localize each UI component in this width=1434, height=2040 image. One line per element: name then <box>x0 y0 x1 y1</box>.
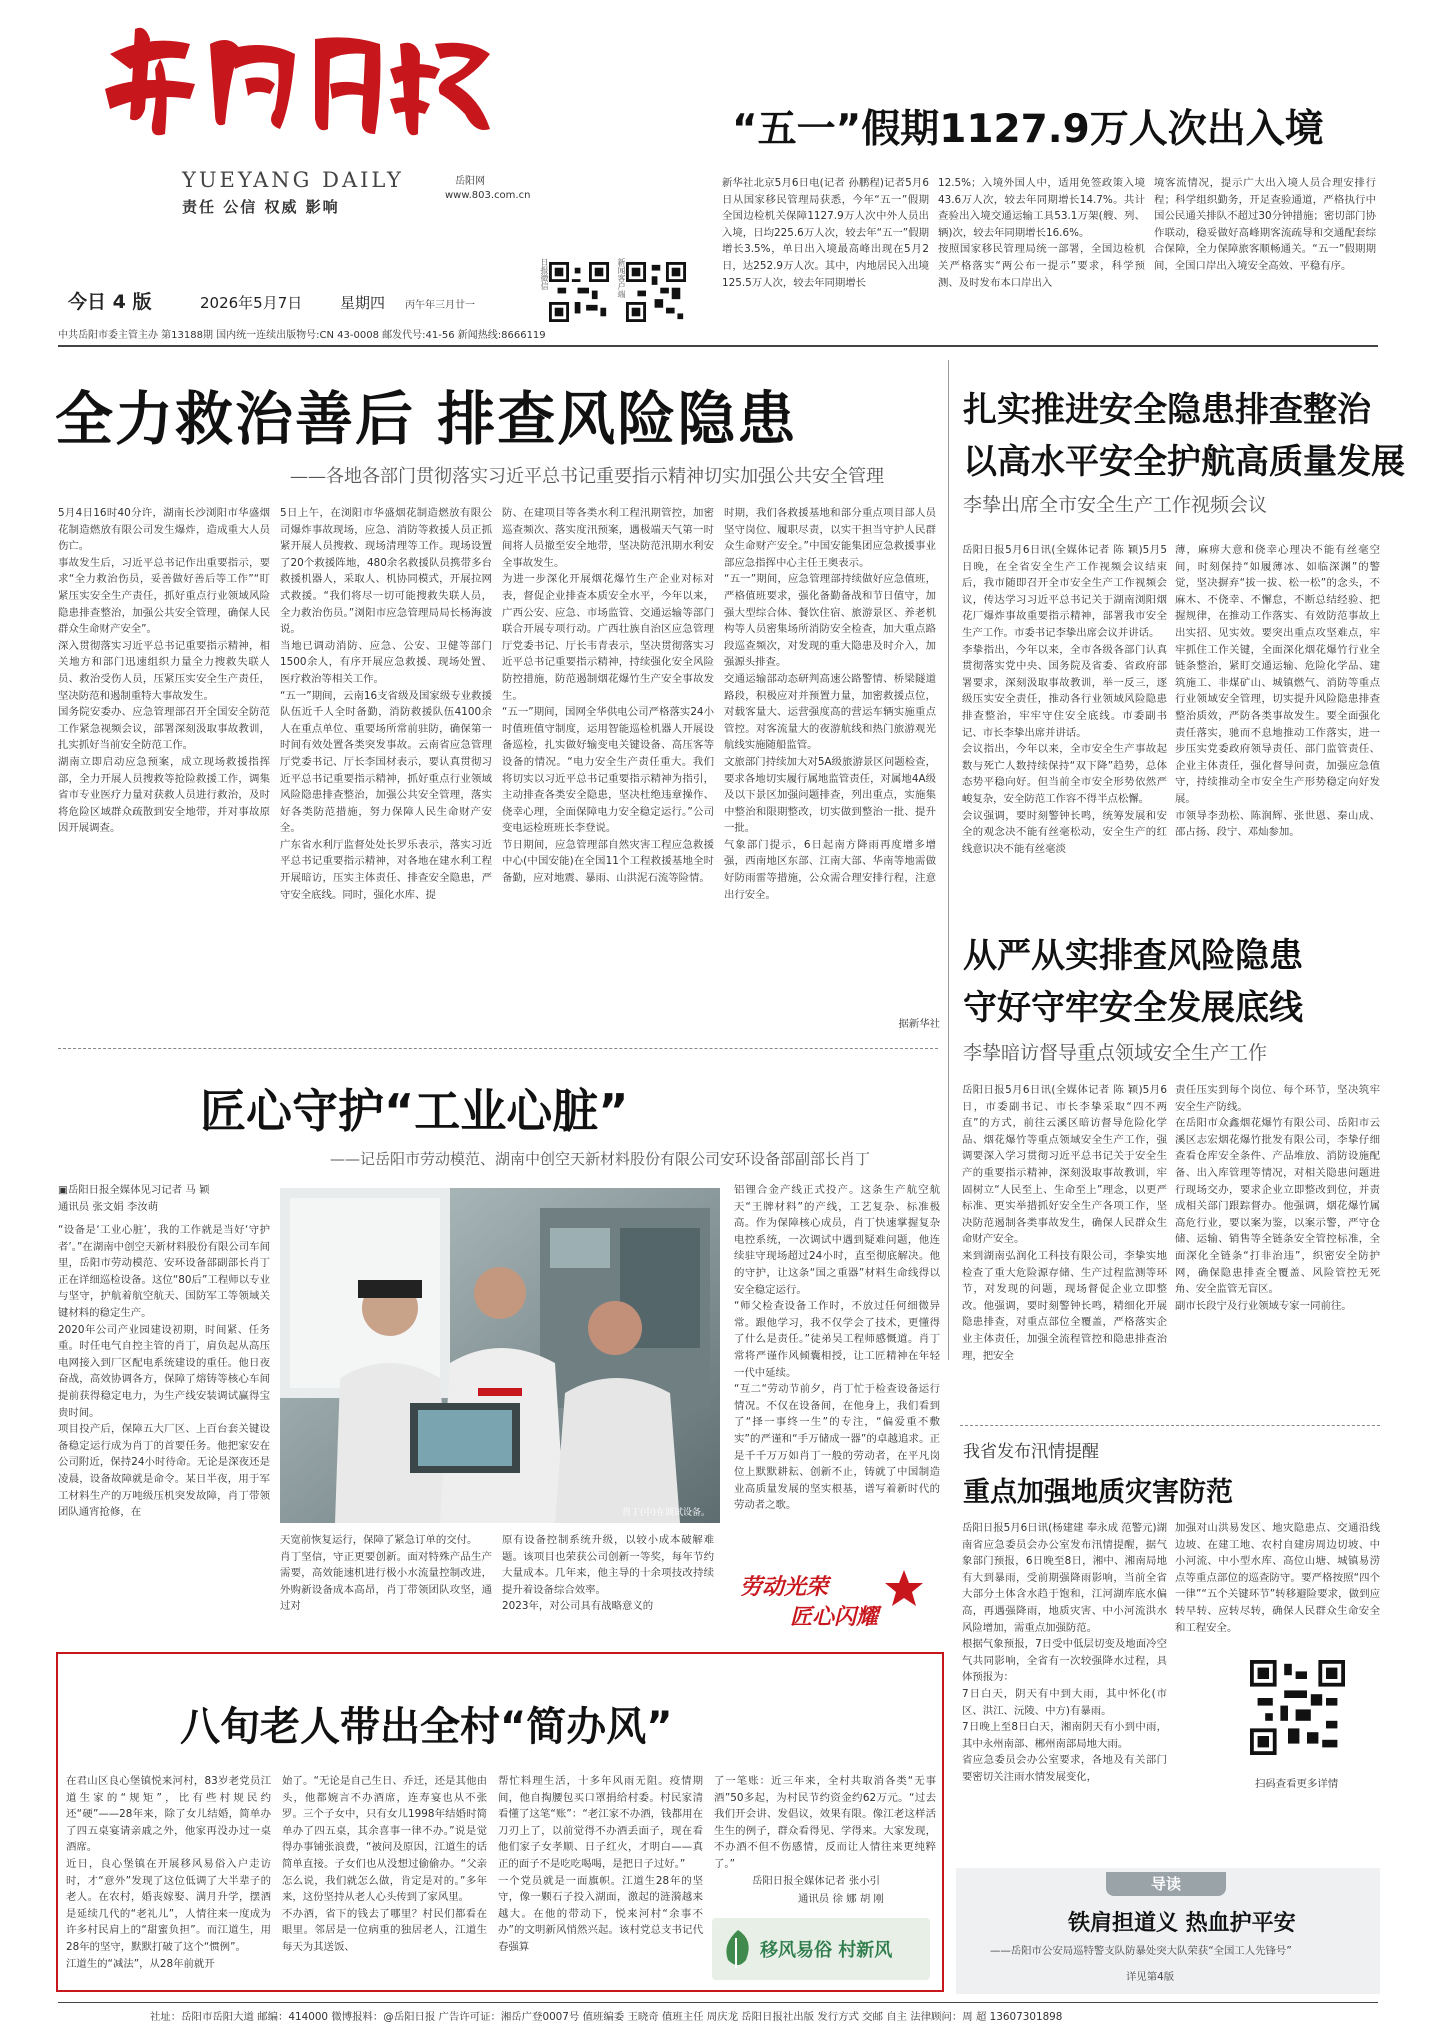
feature-col1: “设备是‘工业心脏’，我的工作就是当好‘守护者’。”在湖南中创空天新材料股份有限公司车间里，岳阳市劳动模范、安环设备部副部长肖丁正在详细巡检设备。这位“80后”工程师以专业与坚守，护航着航空航天、国防军工等领域关键材料的稳定生产。 2020年公司产业园建设初期，时间紧、任务重。时任电气自控主管的肖丁，肩负起从高压电网接入到厂区配电系统建设的重任。他日夜奋战，高效协调各方，保障了熔铸等核心车间提前获得稳定电力，为生产线安装调试赢得宝贵时间。 项目投产后，保障五大厂区、上百台套关键设备稳定运行成为肖丁的首要任务。他把家安在公司附近，保持24小时待命。无论是深夜还是凌晨，设备故障就是命令。某日半夜，用于军工材料生产的万吨级压机突发故障，肖丁带领团队通宵抢修，在 <box>58 1224 270 1519</box>
qr-caption: 扫码查看更多详情 <box>1255 1778 1339 1790</box>
lead-col3: 防、在建项目等各类水利工程汛期管控，加密巡查频次、落实度汛预案，遇极端天气第一时间将人员撤至安全地带，坚决防范汛期水利安全事故发生。 为进一步深化开展烟花爆竹生产企业对标对表，督促企业排查本质安全水平，今年以来，广西公安、应急、市场监管、交通运输等部门联合开展专项行动。广西壮族自治区应急管理厅党委书记、厅长韦青表示，坚决贯彻落实习近平总书记重要指示精神，持续强化安全风险防控措施，防范遏制烟花爆竹生产安全事故发生。 “五一”期间，国网全华供电公司严格落实24小时值班值守制度，运用智能巡检机器人开展设备巡检，扎实做好输变电关键设备、高压客等设备的情况。“电力安全生产责任重大。我们将切实以习近平总书记重要指示精神为指引，主动排查各类安全隐患，坚决杜绝违章操作、侥幸心理，全面保障电力安全稳定运行。”公司变电运检班班长李登说。 节日期间，应急管理部自然灾害工程应急救援中心(中国安能)在全国11个工程救援基地全时备勤，应对地震、暴雨、山洪泥石流等险情。 <box>502 507 714 885</box>
stamp-line2: 匠心闪耀 <box>790 1604 879 1630</box>
section-divider <box>960 1425 1380 1426</box>
feature-col-low1: 天宽前恢复运行，保障了紧急订单的交付。 肖丁坚信，守正更要创新。面对特殊产品生产需要，高效能速机进行极小水流量控制改进，外购新设备成本高昂，肖丁带领团队攻坚，通过对 <box>280 1534 492 1613</box>
masthead-pinyin: YUEYANG DAILY <box>182 168 404 192</box>
lead-credit: 据新华社 <box>898 1018 940 1030</box>
masthead-logo <box>90 14 500 154</box>
top-story-headline: “五一”假期1127.9万人次出入境 <box>732 107 1324 152</box>
top-story-col2: 12.5%；入境外国人中，适用免签政策入境43.6万人次，较去年同期增长14.7%。共计查验出入境交通运输工具53.1万架(艘、列、辆)次，较去年同期增长16.6%。 按照国家移民管理局统一部署，全国边检机关严格落实“两公布一提示”要求，科学预测、及时发布本口岸出入 <box>938 177 1145 289</box>
workers-photo-image <box>280 1188 720 1523</box>
issue-date: 2026年5月7日 <box>200 294 303 312</box>
right3-col1: 岳阳日报5月6日讯(杨建建 奉永成 范警元)湖南省应急委员会办公室发布汛情提醒，据气象部门预报，6日晚至8日，湘中、湘南局地有大到暴雨，受前期强降雨影响，当前全省大部分土体含水趋于饱和，江河湖库底水偏高，再遇强降雨，地质灾害、中小河流洪水风险增加，需重点加强防范。 根据气象预报，7日受中低层切变及地面冷空气共同影响，全省有一次较强降水过程，具体预报为： 7日白天，阴天有中到大雨，其中怀化(市区、洪江、沅陵、中方)有暴雨。 7日晚上至8日白天，湘南阴天有小到中雨，其中永州南部、郴州南部局地大雨。 省应急委员会办公室要求，各地及有关部门要密切关注雨水情发展变化， <box>962 1522 1167 1783</box>
issue-weekday: 星期四 <box>340 294 386 312</box>
photo-caption: 肖丁(中)在调试设备。 <box>621 1508 710 1518</box>
bottom-story-headline: 八旬老人带出全村“简办风” <box>180 1704 673 1750</box>
right2-headline-line2: 守好守牢安全发展底线 <box>963 988 1303 1028</box>
masthead-info-line: 中共岳阳市委主管主办 第13188期 国内统一连续出版物号:CN 43-0008 邮发代号:41-56 新闻热线:8666119 <box>58 330 546 341</box>
lead-col1: 5月4日16时40分许，湖南长沙浏阳市华盛烟花制造燃放有限公司发生爆炸，造成重大人员伤亡。 事故发生后，习近平总书记作出重要指示，要求“全力救治伤员，妥善做好善后等工作”“盯紧压实安全生产责任，抓好重点行业领域风险隐患排查整治，加强公共安全管理，确保人民群众生命财产安全”。 深入贯彻落实习近平总书记重要指示精神，相关地方和部门迅速组织力量全力搜救失联人员、救治受伤人员，压紧压实安全生产责任，坚决防范和遏制重特大事故发生。 国务院安委办、应急管理部召开全国安全防范工作紧急视频会议，部署深刻汲取事故教训，扎实抓好当前安全防范工作。 湖南立即启动应急预案，成立现场救援指挥部，全力开展人员搜救等抢险救援工作，调集省市专业医疗力量对获救人员进行救治，及时将危险区域群众疏散到安全地带，并对事故原因开展调查。 <box>58 507 270 835</box>
feature-headline: 匠心守护“工业心脏” <box>200 1084 629 1138</box>
right1-headline-line1: 扎实推进安全隐患排查整治 <box>963 390 1371 430</box>
daodu-page-ref[interactable]: 详见第4版 <box>1126 1971 1175 1983</box>
leaf-icon <box>718 1926 758 1972</box>
right2-subhead: 李挚暗访督导重点领域安全生产工作 <box>963 1042 1268 1064</box>
right2-headline-line1: 从严从实排查风险隐患 <box>963 936 1303 976</box>
star-icon <box>884 1568 924 1608</box>
feature-byline: ▣岳阳日报全媒体见习记者 马 颖 通讯员 张文娟 李汝萌 <box>58 1184 210 1213</box>
bottom-credit-line2: 通讯员 徐 娜 胡 刚 <box>798 1893 884 1905</box>
right1-col2: 薄，麻痹大意和侥幸心理决不能有丝毫空间，时刻保持“如履薄冰、如临深渊”的警觉，坚决摒弃“拔一拔、松一松”的念头，不麻木、不侥幸、不懈怠，不断总结经验、把握规律，在推动工作落实、有效防范事故上出实招、见实效。要突出重点攻坚难点，牢牢抓住工作关键，全面深化烟花爆竹行业全链条整治，紧盯交通运输、危险化学品、建筑施工、非煤矿山、城镇燃气、消防等重点行业领域安全管理，切实提升风险隐患排查整治质效，严防各类事故发生。要全面强化责任落实，驰而不息地推动工作落实，进一步压实党委政府领导责任、部门监管责任、企业主体责任，强化督导问责，加强应急值守，持续推动全市安全生产形势稳定向好发展。 市领导李劲松、陈润辉、张世恩、秦山成、邵占扬、段宁、邓灿参加。 <box>1175 544 1380 839</box>
section-divider <box>58 1048 938 1049</box>
right2-col1: 岳阳日报5月6日讯(全媒体记者 陈 颖)5月6日，市委副书记、市长李挚采取“四不两直”的方式，前往云溪区暗访督导危险化学品、烟花爆竹等重点领域安全生产工作，强调要深入学习贯彻习近平总书记关于安全生产的重要指示精神，深刻汲取事故教训，牢固树立“人民至上、生命至上”理念，以更严标准、更实举措抓好安全生产各项工作，坚决防范遏制各类事故发生，确保人民群众生命财产安全。 来到湖南弘润化工科技有限公司，李挚实地检查了重大危险源存储、生产过程监测等环节，对发现的问题，现场督促企业立即整改。他强调，要时刻警钟长鸣，精细化开展隐患排查，对重点部位全覆盖，严格落实企业主体责任，加强全流程管控和隐患排查治理，把安全 <box>962 1084 1167 1362</box>
right2-col2: 责任压实到每个岗位、每个环节，坚决筑牢安全生产防线。 在岳阳市众鑫烟花爆竹有限公司、岳阳市云溪区志宏烟花爆竹批发有限公司，李挚仔细查看仓库安全条件、产品堆放、消防设施配备、出入库管理等情况，对相关隐患问题进行现场交办，要求企业立即整改到位，并责成相关部门跟踪督办。他强调，烟花爆竹属高危行业，要以案为鉴，以案示警，严守仓储、运输、销售等全链条安全管控标准，全面深化全链条“打非治违”，织密安全防护网，确保隐患排查全覆盖、风险管控无死角、安全监管无盲区。 副市长段宁及行业领域专家一同前往。 <box>1175 1084 1380 1312</box>
stamp-line1: 劳动光荣 <box>740 1574 829 1600</box>
bottom-story-col1: 在君山区良心堡镇悦来河村，83岁老党员江道生家的“规矩”，比有些村规民约还“硬”——28年来，除了女儿结婚，简单办了四五桌宴请亲戚之外，他家再没办过一桌酒席。 近日，良心堡镇在开展移风易俗入户走访时，才“意外”发现了这位低调了大半辈子的老人。在农村，婚丧嫁娶、满月升学，摆酒是延续几代的“老礼儿”，人情往来一度成为许多村民肩上的“甜蜜负担”。而江道生，用28年的坚守，默默打破了这个“惯例”。 江道生的“减法”，从28年前就开 <box>66 1775 271 1970</box>
lead-col2: 5日上午，在浏阳市华盛烟花制造燃放有限公司爆炸事故现场，应急、消防等救援人员正抓紧开展人员搜救、现场清理等工作。现场设置了20个救援阵地，480余名救援队员携带多台救援机器人，采取人、机协同模式，开展拉网式救援。“我们将尽一切可能搜救失联人员，全力救治伤员。”浏阳市应急管理局局长杨海波说。 当地已调动消防、应急、公安、卫健等部门1500余人，有序开展应急救援、现场处置、医疗救治等相关工作。 “五一”期间，云南16支省级及国家级专业救援队伍近千人全时备勤，消防救援队伍4100余人在重点单位、重要场所常前驻防，确保第一时间有效处置各类突发事故。云南省应急管理厅党委书记、厅长李国材表示，要认真贯彻习近平总书记重要指示精神，抓好重点行业领域风险隐患排查整治，加强公共安全管理，落实好各类防范措施，努力保障人民生命财产安全。 广东省水利厅监督处处长罗乐表示，落实习近平总书记重要指示精神，对各地在建水利工程开展暗访，压实主体责任、排查安全隐患，严守安全底线。同时，强化水库、提 <box>280 507 492 901</box>
footer-line: 社址：岳阳市岳阳大道 邮编：414000 微博报料：@岳阳日报 广告许可证：湘岳广登0007号 值班编委 王晓奇 值班主任 周庆龙 岳阳日报社出版 发行方式 交邮 自主 法律顾问：周 超 13607301898 <box>150 2011 1063 2023</box>
right1-col1: 岳阳日报5月6日讯(全媒体记者 陈 颖)5月5日晚，在全省安全生产工作视频会议结束后，我市随即召开全市安全生产工作视频会议，传达学习习近平总书记关于湖南浏阳烟花厂爆炸事故重要指示精神，部署我市安全生产工作。市委书记李挚出席会议并讲话。 李挚指出，今年以来，全市各级各部门认真贯彻落实党中央、国务院及省委、省政府部署要求，深刻汲取事故教训，举一反三，逐级压实安全责任，推动各行业领域风险隐患排查整治，牢牢守住安全底线。市委副书记、市长李挚出席并讲话。 会议指出，今年以来，全市安全生产事故起数与死亡人数持续保持“双下降”趋势，总体态势平稳向好。但当前全市安全形势依然严峻复杂，安全防范工作容不得半点松懈。 会议强调，要时刻警钟长鸣，统筹发展和安全的观念决不能有丝毫松动，安全生产的红线意识决不能有丝毫淡 <box>962 544 1167 855</box>
site-url: www.803.com.cn <box>445 190 531 201</box>
qr1-label: 日报微信 <box>540 258 549 290</box>
lead-headline: 全力救治善后 排查风险隐患 <box>55 385 798 453</box>
top-story-col1: 新华社北京5月6日电(记者 孙鹏程)记者5月6日从国家移民管理局获悉，今年“五一”假期全国边检机关保障1127.9万人次中外人员出入境，日均225.6万人次，较去年“五一”假期增长3.5%，单日出入境最高峰出现在5月2日，达252.9万人次。其中，内地居民入出境125.5万人次，较去年同期增长 <box>722 177 929 289</box>
bottom-story-col2: 始了。“无论是自己生日、乔迁，还是其他由头，他都婉言不办酒席，连寿宴也从不张罗。三个子女中，只有女儿1998年结婚时简单办了四五桌，其余喜事一律不办。”说是觉得办事铺张浪费，“被问及原因，江道生的话简单直接。子女们也从没想过偷偷办。“父亲怎么说，我们就怎么做，肯定是对的。”多年来，这份坚持从老人心头传到了家风里。 不办酒，省下的钱去了哪里？村民们都看在眼里。邻居是一位病重的独居老人，江道生每天为其送饭、 <box>282 1775 487 1953</box>
feature-col3-top: 铝锂合金产线正式投产。这条生产航空航天“王牌材料”的产线，工艺复杂、标准极高。作为保障核心成员，肖丁快速掌握复杂电控系统，一次调试中遇到疑难问题，他连续驻守现场超过24小时，直至彻底解决。他的守护，让这条“国之重器”材料生命线得以安全稳定运行。 “师父检查设备工作时，不放过任何细微异常。跟他学习，我不仅学会了技术，更懂得了什么是责任。”徒弟吴工程师感慨道。肖丁常将严谨作风倾囊相授，让工匠精神在年轻一代中延续。 “互二“劳动节前夕，肖丁忙于检查设备运行情况。不仅在设备间，在他身上，我们看到了“择一事终一生”的专注，“偏爱重不敷实”的严谨和“手万储成一器”的卓越追求。正是千千万万如肖丁一般的劳动者，在平凡岗位上默默耕耘、创新不止，铸就了中国制造业高质量发展的坚实根基，谱写着新时代的劳动者之歌。 <box>734 1184 940 1512</box>
site-label: 岳阳网 <box>455 176 485 187</box>
qr-code-icon[interactable] <box>1250 1660 1345 1755</box>
feature-col-low2: 原有设备控制系统升级，以较小成本破解难题。该项目也荣获公司创新一等奖，每年节约大量成本。几年来，他主导的十余项技改持续提升着设备综合效率。 2023年，对公司具有战略意义的 <box>502 1534 714 1613</box>
masthead-divider <box>58 345 1378 347</box>
bottom-story-col3: 帮忙料理生活，十多年风雨无阻。疫情期间，他自掏腰包买口罩捐给村委。村民家清看懂了这笔“账”：“老江家不办酒，钱都用在刀刃上了，以前觉得不办酒丢面子，现在看他们家子女孝顺、日子红火，才明白——真正的面子不是吃吃喝喝，是把日子过好。” 一个党员就是一面旗帜。江道生28年的坚守，像一颗石子投入湖面，激起的涟漪越来越大。在他的带动下，悦来河村“余事不办”的文明新风悄然兴起。该村党总支书记代春强算 <box>498 1775 703 1953</box>
lunar-date: 丙午年三月廿一 <box>405 300 475 311</box>
daodu-label: 导读 <box>1106 1872 1226 1896</box>
lead-subhead: ——各地各部门贯彻落实习近平总书记重要指示精神切实加强公共安全管理 <box>290 466 884 487</box>
lead-col4: 时期，我们各救援基地和部分重点项目部人员坚守岗位、履职尽责，以实干担当守护人民群众生命财产安全。”中国安能集团应急救援事业部应急指挥中心主任王奥表示。 “五一”期间，应急管理部持续做好应急值班，严格值班要求，强化备勤备战和节日值守，加强大型综合体、餐饮住宿、旅游景区、养老机构等人员密集场所消防安全检查，加大重点路段巡查频次，对发现的重大隐患及时介入，加强源头排查。 交通运输部动态研判高速公路警情、桥梁隧道路段，积极应对并预置力量，加密救援点位，对载客量大、运营强度高的营运车辆实施重点管控。对客流量大的夜游航线和热门旅游观光航线实施随船监管。 文旅部门持续加大对5A级旅游景区问题检查，要求各地切实履行属地监管责任，对属地4A级及以下景区加强问题排查，列出重点，实施集中整治和限期整改，切实做到整治一批、提升一批。 气象部门提示，6日起南方降雨再度增多增强，西南地区东部、江南大部、华南等地需做好防雨雷等措施，公众需合理安排行程，注意出行安全。 <box>724 507 936 901</box>
bottom-credit-line1: 岳阳日报全媒体记者 张小引 <box>752 1875 880 1887</box>
masthead-slogan: 责任 公信 权威 影响 <box>182 198 340 216</box>
qr-code-icon <box>626 262 686 322</box>
right3-headline: 重点加强地质灾害防范 <box>963 1477 1233 1508</box>
qr2-label: 新闻客户端 <box>617 258 626 298</box>
daodu-headline: 铁肩担道义 热血护平安 <box>1068 1911 1296 1936</box>
column-divider <box>948 360 949 1360</box>
labor-stamp-logo <box>734 1568 934 1636</box>
custom-logo-text: 移风易俗 村新风 <box>760 1940 893 1961</box>
feature-subhead: ——记岳阳市劳动模范、湖南中创空天新材料股份有限公司安环设备部副部长肖丁 <box>330 1150 871 1168</box>
right3-kicker: 我省发布汛情提醒 <box>963 1442 1099 1462</box>
footer-divider <box>58 2002 1378 2003</box>
daodu-box[interactable] <box>956 1868 1380 1994</box>
right3-col2: 加强对山洪易发区、地灾隐患点、交通沿线边坡、在建工地、农村自建房周边切坡、中小河流、中小型水库、高位山塘、城镇易涝点等重点部位的巡查防守。要严格按照“四个一律”“五个关键环节”转移避险要求，做到应转早转、应转尽转，确保人民群众生命安全和工程安全。 <box>1175 1522 1380 1634</box>
edition-count: 今日 4 版 <box>68 291 152 313</box>
bottom-story-col4: 了一笔账：近三年来，全村共取消各类“无事酒”50多起，为村民节约资金约62万元。“过去我们开会讲、发倡议，效果有限。像江老这样活生生的例子，群众看得见、学得来。大家发现，不办酒不但不伤感情，反而让人情往来更纯粹了。” <box>714 1775 936 1870</box>
qr-code-icon <box>549 262 609 322</box>
daodu-subhead: ——岳阳市公安局巡特警支队防暴处突大队荣获“全国工人先锋号” <box>990 1945 1292 1957</box>
right1-subhead: 李挚出席全市安全生产工作视频会议 <box>963 494 1268 516</box>
right1-headline-line2: 以高水平安全护航高质量发展 <box>963 442 1405 482</box>
custom-logo <box>712 1918 930 1980</box>
top-story-col3: 境客流情况，提示广大出入境人员合理安排行程；科学组织勤务，开足查验通道，严格执行中国公民通关排队不超过30分钟措施；密切部门协作联动，稳妥做好高峰期客流疏导和交通配套综合保障，全力保障旅客顺畅通关。“五一”假期期间，全国口岸出入境安全高效、平稳有序。 <box>1154 177 1376 272</box>
feature-photo <box>280 1188 720 1523</box>
